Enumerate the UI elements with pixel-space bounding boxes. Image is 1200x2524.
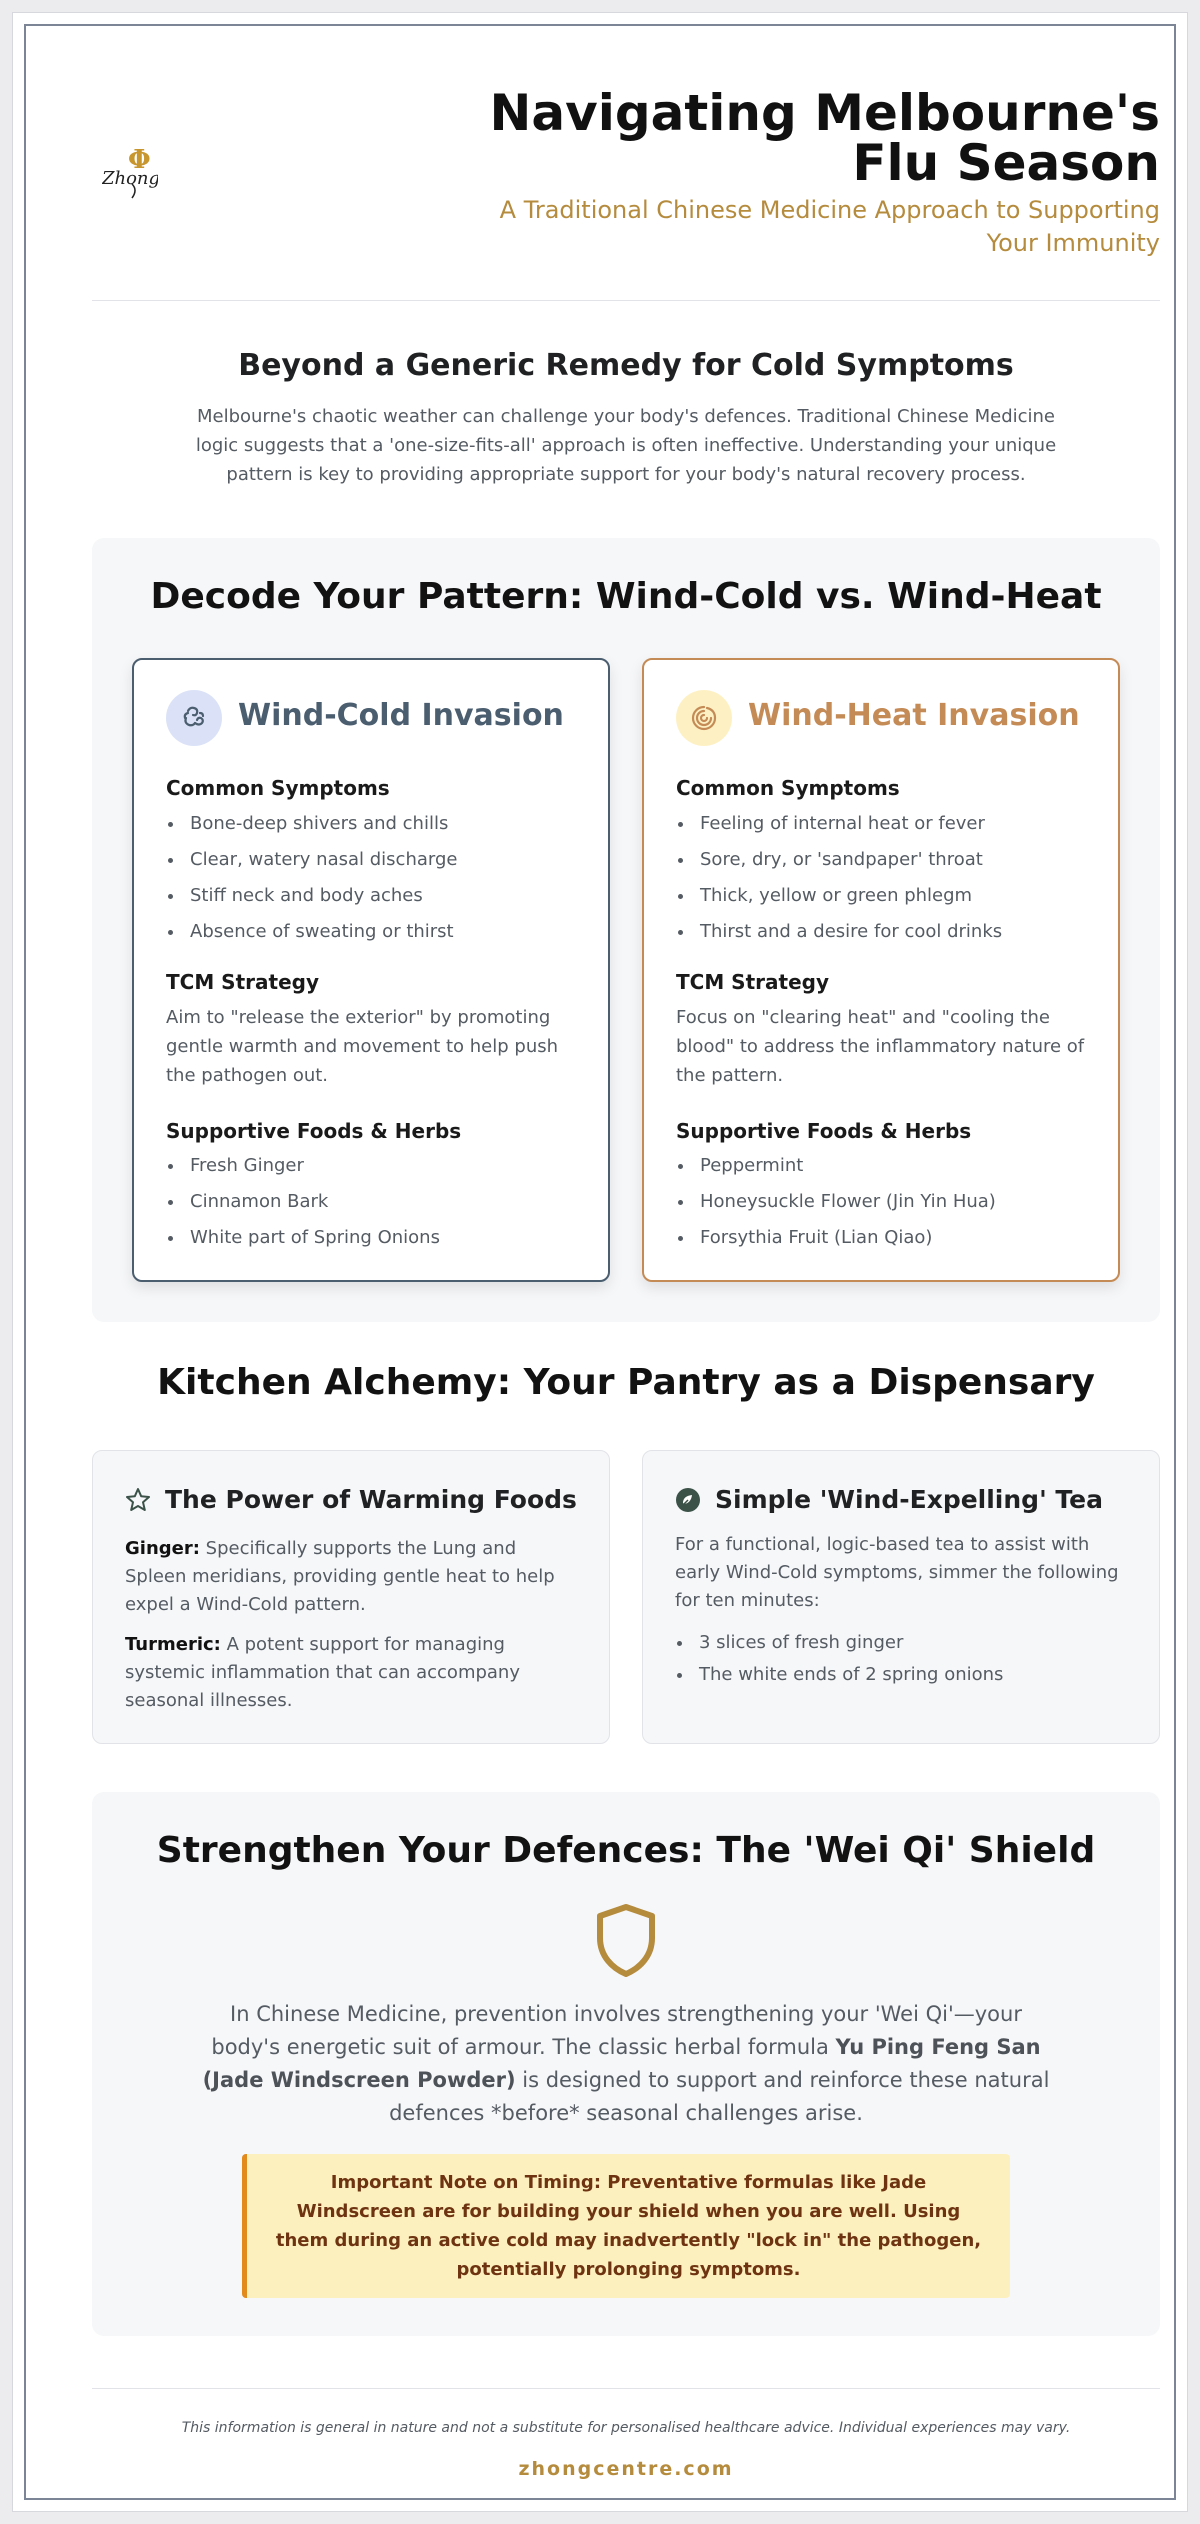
strategy-text: Focus on "clearing heat" and "cooling the blood" to address the inflammatory nature of the pattern. — [676, 1007, 1085, 1086]
leaf-circle-icon — [675, 1487, 701, 1513]
list-item: Absence of sweating or thirst — [166, 914, 457, 950]
list-item: Forsythia Fruit (Lian Qiao) — [676, 1220, 996, 1256]
foods-list — [676, 1148, 996, 1256]
symptoms-list — [166, 806, 457, 950]
formula-name: Yu Ping Feng San (Jade Windscreen Powder) — [202, 2035, 1041, 2092]
strategy-heading: TCM Strategy — [676, 970, 829, 994]
intro-text: Melbourne's chaotic weather can challenge your body's defences. Traditional Chinese Medicine logic suggests that a 'one-size-fits-all' approach is often ineffective. Understanding your unique pattern is key to providing appropriate support for your body's natural recovery process. — [195, 406, 1057, 485]
tea-ingredients — [675, 1627, 1003, 1691]
warming-foods-title: The Power of Warming Foods — [165, 1485, 577, 1514]
svg-text:Φ: Φ — [128, 145, 151, 175]
strategy-heading: TCM Strategy — [166, 970, 319, 994]
swirl-icon — [676, 690, 732, 746]
star-icon — [125, 1487, 151, 1513]
divider — [92, 2388, 1160, 2389]
wind-heat-title: Wind-Heat Invasion — [748, 698, 1080, 733]
tea-title: Simple 'Wind-Expelling' Tea — [715, 1485, 1103, 1514]
ginger-label: Ginger: — [125, 1538, 200, 1559]
list-item: White part of Spring Onions — [166, 1220, 440, 1256]
wind-cold-card — [132, 658, 610, 1282]
list-item: Honeysuckle Flower (Jin Yin Hua) — [676, 1184, 996, 1220]
symptoms-heading: Common Symptoms — [676, 776, 900, 800]
strategy-text: Aim to "release the exterior" by promoting gentle warmth and movement to help push the pathogen out. — [166, 1007, 559, 1086]
list-item: Clear, watery nasal discharge — [166, 842, 457, 878]
header — [92, 66, 1160, 300]
list-item: The white ends of 2 spring onions — [675, 1659, 1003, 1691]
ginger-text: Ginger: Specifically supports the Lung and Spleen meridians, providing gentle heat to help expel a Wind-Cold pattern. — [125, 1538, 555, 1615]
turmeric-text: Turmeric: A potent support for managing systemic inflammation that can accompany seasonal illnesses. — [125, 1634, 520, 1711]
page-title: Navigating Melbourne's Flu Season — [489, 84, 1160, 192]
tea-text: For a functional, logic-based tea to assist with early Wind-Cold symptoms, simmer the following for ten minutes: — [675, 1534, 1119, 1611]
foods-heading: Supportive Foods & Herbs — [166, 1119, 462, 1143]
wind-heat-card — [642, 658, 1120, 1282]
list-item: Thirst and a desire for cool drinks — [676, 914, 1002, 950]
timing-note-text: Important Note on Timing: Preventative formulas like Jade Windscreen are for building your shield when you are well. Using them during an active cold may inadvertently "lock in" the pathogen, potentially prolonging symptoms. — [275, 2172, 982, 2280]
list-item: Fresh Ginger — [166, 1148, 440, 1184]
list-item: Bone-deep shivers and chills — [166, 806, 457, 842]
foods-list — [166, 1148, 440, 1256]
list-item: Cinnamon Bark — [166, 1184, 440, 1220]
page-subtitle: A Traditional Chinese Medicine Approach to Supporting Your Immunity — [499, 196, 1160, 257]
list-item: Feeling of internal heat or fever — [676, 806, 1002, 842]
defence-section — [92, 1792, 1160, 2336]
list-item: Stiff neck and body aches — [166, 878, 457, 914]
wind-cold-title: Wind-Cold Invasion — [238, 698, 564, 733]
wind-icon — [166, 690, 222, 746]
tea-box — [642, 1450, 1160, 1744]
turmeric-label: Turmeric: — [125, 1634, 221, 1655]
page-border — [24, 24, 1176, 2500]
pattern-heading: Decode Your Pattern: Wind-Cold vs. Wind-Heat — [150, 576, 1102, 617]
list-item: Peppermint — [676, 1148, 996, 1184]
timing-note — [242, 2154, 1010, 2298]
intro-heading: Beyond a Generic Remedy for Cold Symptoms — [238, 348, 1014, 383]
list-item: Sore, dry, or 'sandpaper' throat — [676, 842, 1002, 878]
shield-icon — [594, 1902, 658, 1978]
foods-heading: Supportive Foods & Herbs — [676, 1119, 972, 1143]
disclaimer: This information is general in nature and not a substitute for personalised healthcare advice. Individual experiences may vary. — [181, 2420, 1071, 2436]
pattern-section — [92, 538, 1160, 1322]
brand-logo — [102, 144, 158, 200]
website-link[interactable]: zhongcentre.com — [518, 2458, 734, 2480]
symptoms-list — [676, 806, 1002, 950]
symptoms-heading: Common Symptoms — [166, 776, 390, 800]
divider — [92, 300, 1160, 301]
defence-heading: Strengthen Your Defences: The 'Wei Qi' Shield — [156, 1830, 1096, 1871]
defence-text: In Chinese Medicine, prevention involves strengthening your 'Wei Qi'—your body's energetic suit of armour. The classic herbal formula Yu Ping Feng San (Jade Windscreen Powder) is designed to support and reinforce these natural defences *before* seasonal challenges arise. — [202, 2002, 1050, 2125]
kitchen-heading: Kitchen Alchemy: Your Pantry as a Dispensary — [157, 1362, 1095, 1403]
list-item: 3 slices of fresh ginger — [675, 1627, 1003, 1659]
warming-foods-box — [92, 1450, 610, 1744]
list-item: Thick, yellow or green phlegm — [676, 878, 1002, 914]
svg-text:Zhong: Zhong — [102, 168, 158, 189]
